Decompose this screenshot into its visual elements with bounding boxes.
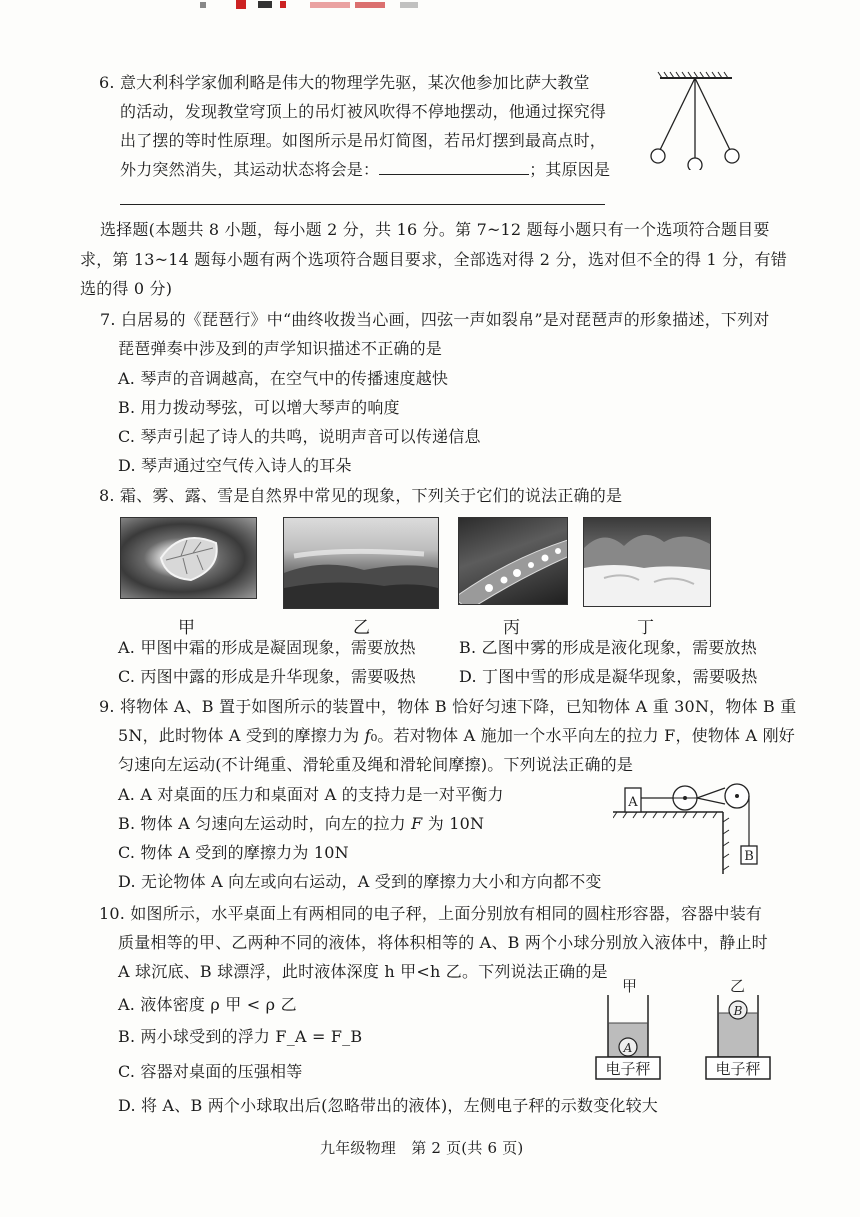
- q9-option-b-f: F: [411, 814, 423, 833]
- photo-caption-yi: 乙: [353, 618, 370, 638]
- q6-line-4: [120, 159, 610, 181]
- q9-line-2-b: ₀。若对物体 A 施加一个水平向左的拉力 F，使物体 A 刚好: [370, 726, 795, 745]
- q7-option-b[interactable]: B. 用力拨动琴弦，可以增大琴声的响度: [118, 398, 400, 417]
- q10-line-1: 10. 如图所示，水平桌面上有两相同的电子秤，上面分别放有相同的圆柱形容器，容器中装有: [99, 904, 763, 923]
- q8-option-c[interactable]: C. 丙图中露的形成是升华现象，需要吸热: [118, 667, 416, 686]
- section2-line-2: 求，第 13~14 题每小题有两个选项符合题目要求，全部选对得 2 分，选对但不全的得 1 分，有错: [80, 250, 788, 269]
- block-a-label: A: [628, 795, 638, 810]
- scales-figure: [592, 975, 792, 1083]
- q10-option-d[interactable]: D. 将 A、B 两个小球取出后(忽略带出的液体)，左侧电子秤的示数变化较大: [118, 1096, 658, 1115]
- q8-stem: 8. 霜、雾、露、雪是自然界中常见的现象，下列关于它们的说法正确的是: [99, 486, 623, 505]
- scale-label-right: 电子秤: [715, 1060, 761, 1078]
- q9-option-a[interactable]: A. A 对桌面的压力和桌面对 A 的支持力是一对平衡力: [118, 785, 504, 804]
- q6-line-4-a: 外力突然消失，其运动状态将会是：: [120, 160, 380, 179]
- photo-caption-bing: 丙: [503, 618, 520, 638]
- header-marks: [200, 0, 430, 12]
- section2-line-3: 选的得 0 分): [80, 279, 173, 298]
- q7-option-d[interactable]: D. 琴声通过空气传入诗人的耳朵: [118, 456, 352, 475]
- q7-option-c[interactable]: C. 琴声引起了诗人的共鸣，说明声音可以传递信息: [118, 427, 481, 446]
- q8-option-d[interactable]: D. 丁图中雪的形成是凝华现象，需要吸热: [459, 667, 758, 686]
- q9-line-2-a: 5N，此时物体 A 受到的摩擦力为: [118, 726, 365, 745]
- pulley-figure: [613, 776, 773, 876]
- container-label-jia: 甲: [622, 977, 638, 995]
- ball-a-label: A: [623, 1041, 633, 1055]
- q9-line-3: 匀速向左运动(不计绳重、滑轮重及绳和滑轮间摩擦)。下列说法正确的是: [118, 755, 634, 774]
- q10-option-b[interactable]: B. 两小球受到的浮力 F_A = F_B: [118, 1027, 363, 1046]
- q6-line-4-b: ；其原因是: [529, 160, 611, 179]
- fog-photo: [283, 517, 439, 609]
- container-label-yi: 乙: [730, 977, 746, 995]
- block-b-label: B: [744, 849, 754, 864]
- photo-caption-ding: 丁: [637, 618, 654, 638]
- q7-line-2: 琵琶弹奏中涉及到的声学知识描述不正确的是: [118, 339, 443, 358]
- q6-answer-blank[interactable]: [379, 160, 529, 175]
- ball-b-label: B: [733, 1004, 743, 1018]
- q8-option-a[interactable]: A. 甲图中霜的形成是凝固现象，需要放热: [118, 638, 416, 657]
- q6-line-3: 出了摆的等时性原理。如图所示是吊灯简图，若吊灯摆到最高点时，: [120, 131, 607, 150]
- q10-line-2: 质量相等的甲、乙两种不同的液体，将体积相等的 A、B 两个小球分别放入液体中，静止时: [118, 933, 768, 952]
- snow-photo: [583, 517, 711, 607]
- frost-photo: [120, 517, 257, 599]
- q9-option-b-a: B. 物体 A 匀速向左运动时，向左的拉力: [118, 814, 412, 833]
- q7-line-1: 7. 白居易的《琵琶行》中“曲终收拨当心画，四弦一声如裂帛”是对琵琶声的形象描述，下列对: [100, 310, 770, 329]
- q9-option-b-b: 为 10N: [422, 814, 485, 833]
- dew-photo: [458, 517, 568, 605]
- page-footer: 九年级物理 第 2 页(共 6 页): [320, 1139, 524, 1157]
- q6-answer-blank-2[interactable]: [120, 204, 605, 205]
- q10-line-3: A 球沉底、B 球漂浮，此时液体深度 h 甲<h 乙。下列说法正确的是: [118, 962, 608, 981]
- q7-option-a[interactable]: A. 琴声的音调越高，在空气中的传播速度越快: [118, 369, 449, 388]
- scale-label-left: 电子秤: [605, 1060, 651, 1078]
- q6-line-2: 的活动，发现教堂穹顶上的吊灯被风吹得不停地摆动，他通过探究得: [120, 102, 607, 121]
- q8-option-b[interactable]: B. 乙图中雾的形成是液化现象，需要放热: [459, 638, 757, 657]
- pendulum-figure: [640, 70, 750, 170]
- q9-line-2-f: f: [364, 726, 371, 745]
- q9-line-1: 9. 将物体 A、B 置于如图所示的装置中，物体 B 恰好匀速下降，已知物体 A 重 30N，物体 B 重: [99, 697, 797, 716]
- section2-line-1: 选择题(本题共 8 小题，每小题 2 分，共 16 分。第 7~12 题每小题只有一个选项符合题目要: [100, 220, 770, 239]
- q9-option-d[interactable]: D. 无论物体 A 向左或向右运动，A 受到的摩擦力大小和方向都不变: [118, 872, 602, 891]
- q10-option-c[interactable]: C. 容器对桌面的压强相等: [118, 1062, 303, 1081]
- q9-option-c[interactable]: C. 物体 A 受到的摩擦力为 10N: [118, 843, 349, 862]
- q6-line-1: 6. 意大利科学家伽利略是伟大的物理学先驱，某次他参加比萨大教堂: [99, 73, 590, 92]
- q10-option-a[interactable]: A. 液体密度 ρ 甲 < ρ 乙: [118, 995, 297, 1014]
- q9-line-2: [118, 725, 795, 747]
- photo-caption-jia: 甲: [178, 618, 195, 638]
- q9-option-b[interactable]: [118, 813, 484, 835]
